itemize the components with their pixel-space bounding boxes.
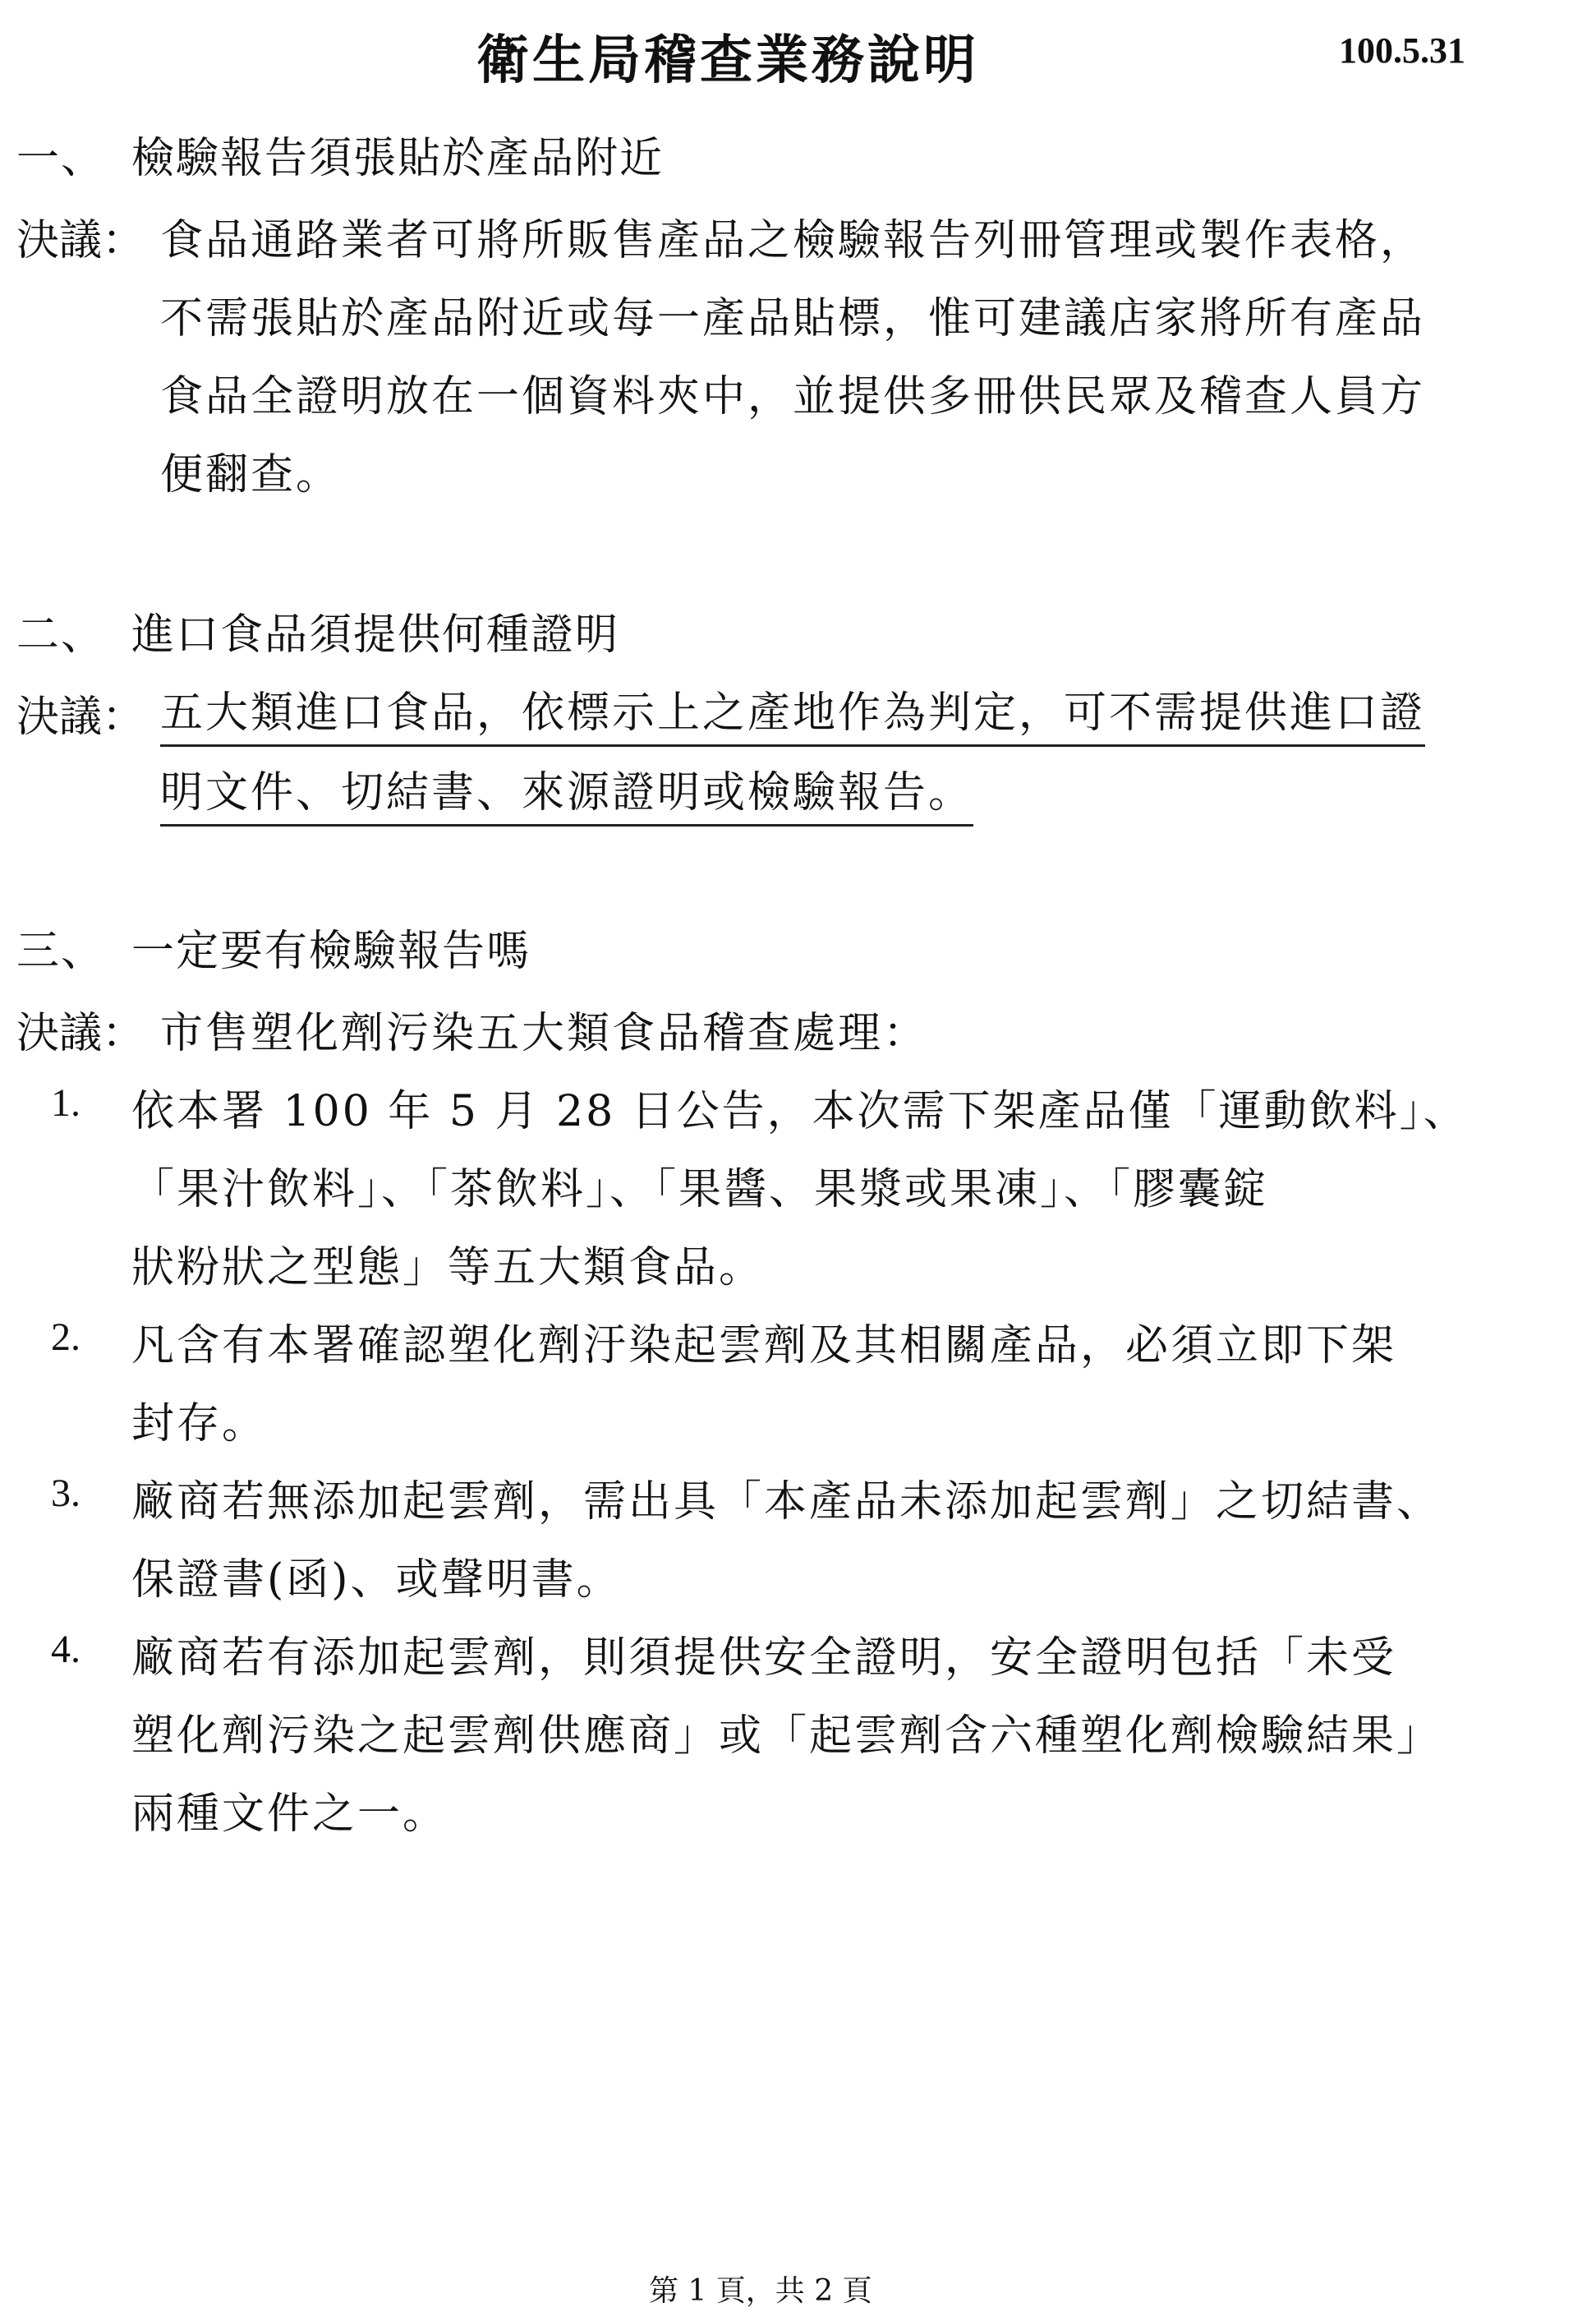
resolution-label: 決議： [16,693,145,742]
resolution-line: 便翻查。 [160,450,342,500]
section-title: 一定要有檢驗報告嗎 [131,927,531,976]
list-item-number: 1. [51,1081,80,1125]
resolution-line: 食品全證明放在一個資料夾中，並提供多冊供民眾及稽查人員方 [160,372,1426,421]
section-number: 二、 [16,610,106,660]
list-item-line: 廠商若有添加起雲劑，則須提供安全證明，安全證明包括「未受 [131,1633,1397,1683]
section-number: 三、 [16,927,106,976]
section-heading [16,916,531,978]
list-item-line: 依本署 100 年 5 月 28 日公告，本次需下架產品僅「運動飲料」、 [131,1087,1469,1136]
section-heading [16,600,619,661]
list-item-line: 兩種文件之一。 [131,1789,448,1839]
list-item-line: 狀粉狀之型態」等五大類食品。 [131,1243,765,1292]
list-item-line: 封存。 [131,1399,268,1448]
section-heading [16,123,664,185]
resolution-label: 決議： [16,1009,145,1058]
list-item-line: 廠商若無添加起雲劑，需出具「本產品未添加起雲劑」之切結書、 [131,1477,1442,1527]
resolution-line: 明文件、切結書、來源證明或檢驗報告。 [160,758,973,827]
resolution-line: 食品通路業者可將所販售產品之檢驗報告列冊管理或製作表格， [160,216,1426,265]
list-item-number: 3. [51,1471,80,1515]
section-title: 進口食品須提供何種證明 [131,610,620,660]
list-item-line: 凡含有本署確認塑化劑汙染起雲劑及其相關產品，必須立即下架 [131,1321,1397,1370]
page-number-footer: 第 1 頁，共 2 頁 [649,2274,872,2308]
list-item-number: 4. [51,1628,80,1671]
resolution-line: 不需張貼於產品附近或每一產品貼標，惟可建議店家將所有產品 [160,294,1426,343]
section-number: 一、 [16,134,106,183]
section-title: 檢驗報告須張貼於產品附近 [131,134,665,183]
document-date: 100.5.31 [1339,30,1465,71]
list-item-line: 塑化劑污染之起雲劑供應商」或「起雲劑含六種塑化劑檢驗結果」 [131,1711,1442,1761]
document-title: 衛生局稽查業務說明 [476,30,979,91]
list-item-number: 2. [51,1315,80,1359]
list-item-line: 保證書(函)、或聲明書。 [131,1555,622,1605]
resolution-label: 決議： [16,216,145,265]
resolution-line: 市售塑化劑污染五大類食品稽查處理： [160,1009,929,1058]
resolution-line: 五大類進口食品，依標示上之產地作為判定，可不需提供進口證 [160,678,1425,747]
list-item-line: 「果汁飲料」、「茶飲料」、「果醬、果漿或果凍」、「膠囊錠 [131,1165,1269,1214]
